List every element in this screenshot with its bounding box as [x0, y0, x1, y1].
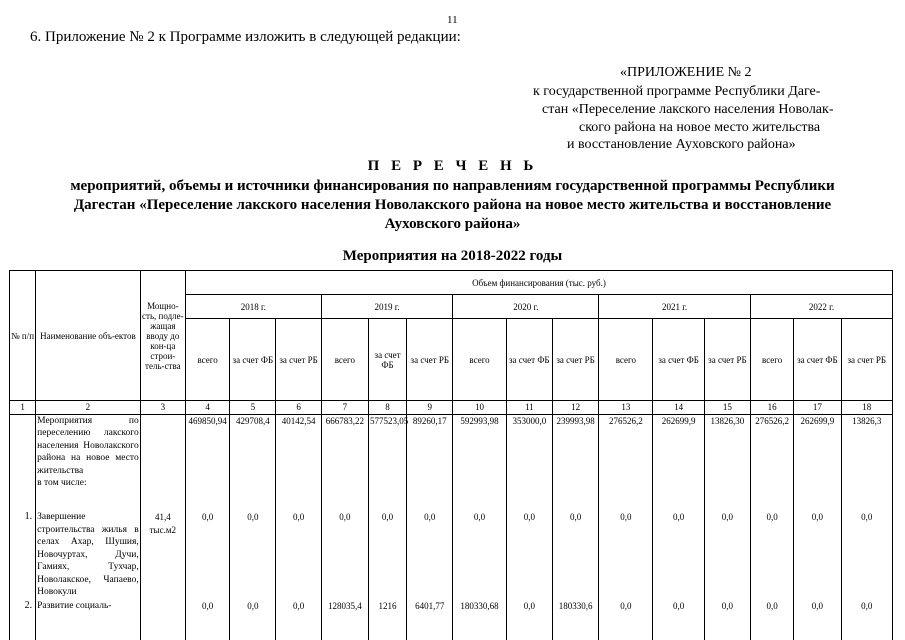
value-cell: 40142,54 — [276, 414, 321, 511]
header-year: 2022 г. — [751, 295, 893, 319]
value-cell: 13826,30 — [704, 414, 750, 511]
value-cell: 666783,22 — [321, 414, 368, 511]
value-cell: 0,0 — [704, 511, 750, 600]
value-cell: 1216 — [368, 600, 406, 640]
column-number: 3 — [140, 401, 185, 415]
header-year: 2021 г. — [599, 295, 751, 319]
row-name: Завершение строительства жилья в селах Ахар, Шушия, Новочуртах, Дучи, Гамиях, Тухчар, Новолакское, Чапаево, Новокули — [36, 511, 141, 600]
value-cell: 0,0 — [230, 511, 276, 600]
value-cell: 353000,0 — [506, 414, 552, 511]
value-cell: 592993,98 — [453, 414, 506, 511]
funding-table — [9, 270, 893, 640]
header-total: всего — [185, 319, 229, 401]
value-cell: 0,0 — [751, 600, 794, 640]
header-total: всего — [321, 319, 368, 401]
value-cell: 0,0 — [230, 600, 276, 640]
value-cell: 0,0 — [704, 600, 750, 640]
value-cell: 0,0 — [841, 600, 893, 640]
header-fb: за счет ФБ — [230, 319, 276, 401]
column-number: 9 — [407, 401, 453, 415]
header-year: 2019 г. — [321, 295, 453, 319]
value-cell: 0,0 — [506, 511, 552, 600]
header-total: всего — [599, 319, 653, 401]
column-number: 10 — [453, 401, 506, 415]
header-funding: Объем финансирования (тыс. руб.) — [185, 271, 892, 295]
header-rb: за счет РБ — [276, 319, 321, 401]
value-cell: 0,0 — [453, 511, 506, 600]
header-rb: за счет РБ — [552, 319, 598, 401]
header-fb: за счет ФБ — [794, 319, 841, 401]
row-name: Мероприятия по переселению лакского населения Новолакского района на новое место жительства в том числе: — [36, 414, 141, 511]
table-row — [10, 414, 893, 511]
table-row — [10, 511, 893, 600]
column-number: 18 — [841, 401, 893, 415]
value-cell: 0,0 — [276, 600, 321, 640]
value-cell: 469850,94 — [185, 414, 229, 511]
column-number: 16 — [751, 401, 794, 415]
row-number: 2. — [10, 600, 36, 640]
column-number: 5 — [230, 401, 276, 415]
intro-text: 6. Приложение № 2 к Программе изложить в следующей редакции: — [30, 29, 461, 45]
value-cell: 0,0 — [407, 511, 453, 600]
row-capacity — [140, 414, 185, 511]
value-cell: 0,0 — [368, 511, 406, 600]
header-name: Наименование объ-ектов — [36, 271, 141, 401]
value-cell: 0,0 — [653, 511, 704, 600]
value-cell: 13826,3 — [841, 414, 893, 511]
value-cell: 429708,4 — [230, 414, 276, 511]
value-cell: 89260,17 — [407, 414, 453, 511]
column-number: 6 — [276, 401, 321, 415]
header-rb: за счет РБ — [407, 319, 453, 401]
column-number: 8 — [368, 401, 406, 415]
header-no: № п/п — [10, 271, 36, 401]
value-cell: 276526,2 — [751, 414, 794, 511]
value-cell: 180330,68 — [453, 600, 506, 640]
column-number: 11 — [506, 401, 552, 415]
column-number: 14 — [653, 401, 704, 415]
value-cell: 180330,6 — [552, 600, 598, 640]
header-fb: за счет ФБ — [368, 319, 406, 401]
section-heading: Мероприятия на 2018-2022 годы — [342, 248, 563, 264]
column-number: 13 — [599, 401, 653, 415]
header-total: всего — [751, 319, 794, 401]
appendix-line-1: «ПРИЛОЖЕНИЕ № 2 — [620, 65, 752, 80]
column-number: 2 — [36, 401, 141, 415]
row-capacity — [140, 600, 185, 640]
value-cell: 0,0 — [599, 511, 653, 600]
header-total: всего — [453, 319, 506, 401]
value-cell: 6401,77 — [407, 600, 453, 640]
header-fb: за счет ФБ — [653, 319, 704, 401]
value-cell: 276526,2 — [599, 414, 653, 511]
column-number: 4 — [185, 401, 229, 415]
row-name: Развитие социаль- — [36, 600, 141, 640]
value-cell: 262699,9 — [794, 414, 841, 511]
appendix-line-5: и восстановление Ауховского района» — [567, 137, 796, 152]
header-rb: за счет РБ — [704, 319, 750, 401]
column-number: 1 — [10, 401, 36, 415]
document-title: П Е Р Е Ч Е Н Ь — [367, 158, 538, 174]
appendix-line-3: стан «Переселение лакского населения Новолак- — [542, 102, 834, 117]
value-cell: 0,0 — [506, 600, 552, 640]
header-fb: за счет ФБ — [506, 319, 552, 401]
document-subtitle: мероприятий, объемы и источники финансирования по направлениям государственной программы Республики Дагестан «Переселение лакского населения Новолакского района на новое место жительства и восстановление Ауховского района» — [70, 178, 835, 232]
row-number — [10, 414, 36, 511]
value-cell: 0,0 — [185, 600, 229, 640]
header-capacity: Мощно-сть, подле-жащая вводу до кон-ца строи-тель-ства — [140, 271, 185, 401]
header-rb: за счет РБ — [841, 319, 893, 401]
appendix-line-4: ского района на новое место жительства — [579, 120, 821, 135]
value-cell: 0,0 — [552, 511, 598, 600]
value-cell: 0,0 — [794, 600, 841, 640]
column-number: 17 — [794, 401, 841, 415]
header-year: 2020 г. — [453, 295, 599, 319]
page-number: 11 — [447, 14, 458, 26]
appendix-line-2: к государственной программе Республики Даге- — [533, 84, 821, 99]
row-capacity: 41,4 тыс.м2 — [140, 511, 185, 600]
value-cell: 262699,9 — [653, 414, 704, 511]
value-cell: 239993,98 — [552, 414, 598, 511]
value-cell: 577523,05 — [368, 414, 406, 511]
column-number: 15 — [704, 401, 750, 415]
header-year: 2018 г. — [185, 295, 321, 319]
value-cell: 0,0 — [794, 511, 841, 600]
value-cell: 0,0 — [653, 600, 704, 640]
value-cell: 0,0 — [751, 511, 794, 600]
column-number: 7 — [321, 401, 368, 415]
row-number: 1. — [10, 511, 36, 600]
value-cell: 0,0 — [276, 511, 321, 600]
value-cell: 0,0 — [185, 511, 229, 600]
value-cell: 128035,4 — [321, 600, 368, 640]
value-cell: 0,0 — [321, 511, 368, 600]
value-cell: 0,0 — [841, 511, 893, 600]
column-number: 12 — [552, 401, 598, 415]
table-row — [10, 600, 893, 640]
value-cell: 0,0 — [599, 600, 653, 640]
